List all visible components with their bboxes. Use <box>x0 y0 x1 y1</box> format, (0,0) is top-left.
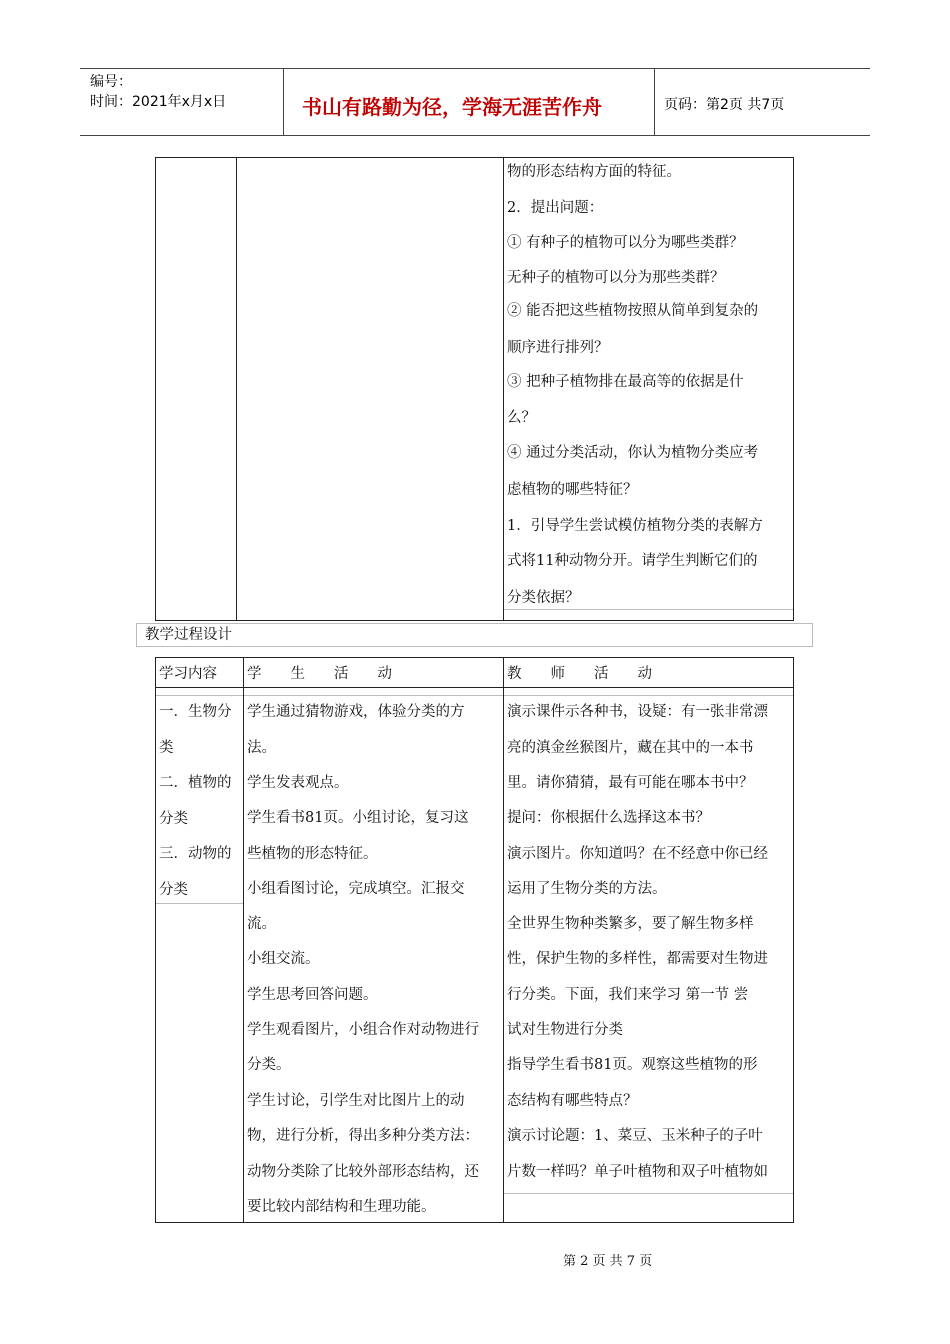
student-line: 法。 <box>247 740 276 756</box>
doc-number-label: 编号： <box>90 74 132 90</box>
content-line: 一．生物分 <box>159 704 232 720</box>
teacher-line: 全世界生物种类繁多，要了解生物多样 <box>507 916 754 932</box>
header-student-activity: 学 生 活 动 <box>247 666 392 682</box>
content-cell-rule <box>156 903 243 904</box>
page-footer: 第 2 页 共 7 页 <box>563 1254 653 1269</box>
teacher-line: 态结构有哪些特点？ <box>507 1093 638 1109</box>
teacher-line: 行分类。下面，我们来学习 第一节 尝 <box>507 987 749 1003</box>
student-line: 学生通过猜物游戏，体验分类的方 <box>247 704 465 720</box>
header-bottom-rule <box>80 135 870 136</box>
upper-teacher-line: 2．提出问题： <box>507 200 604 216</box>
student-line: 学生看书81页。小组讨论，复习这 <box>247 810 469 826</box>
header-teacher-activity: 教 师 活 动 <box>507 666 652 682</box>
upper-teacher-line: 顺序进行排列？ <box>507 340 609 356</box>
header-divider-right <box>654 68 655 136</box>
upper-teacher-line: 虑植物的哪些特征？ <box>507 482 638 498</box>
upper-teacher-line: 么？ <box>507 410 536 426</box>
upper-teacher-line: 物的形态结构方面的特征。 <box>507 164 681 180</box>
teacher-line: 提问：你根据什么选择这本书？ <box>507 810 710 826</box>
lower-table-header-rule-2 <box>156 695 793 696</box>
header-top-rule <box>80 68 870 69</box>
header-divider-left <box>283 68 284 136</box>
student-line: 小组交流。 <box>247 951 320 967</box>
upper-teacher-line: 1．引导学生尝试模仿植物分类的表解方 <box>507 518 763 534</box>
teacher-line: 演示讨论题：1、菜豆、玉米种子的子叶 <box>507 1128 763 1144</box>
section-title: 教学过程设计 <box>145 627 232 643</box>
lower-col-line-3 <box>793 657 794 1223</box>
teacher-line: 演示课件示各种书，设疑：有一张非常漂 <box>507 704 768 720</box>
lower-col-line-0 <box>155 657 156 1223</box>
teacher-line: 亮的滇金丝猴图片，藏在其中的一本书 <box>507 740 754 756</box>
doc-time-label: 时间：2021年x月x日 <box>90 94 227 110</box>
lower-col-line-1 <box>243 657 244 1223</box>
content-line: 类 <box>159 740 174 756</box>
upper-teacher-line: ④ 通过分类活动，你认为植物分类应考 <box>507 445 759 461</box>
student-line: 学生观看图片，小组合作对动物进行 <box>247 1022 479 1038</box>
content-line: 分类 <box>159 811 188 827</box>
student-line: 分类。 <box>247 1057 291 1073</box>
upper-col-line-3 <box>793 157 794 621</box>
content-line: 二．植物的 <box>159 775 232 791</box>
student-line: 物，进行分析，得出多种分类方法： <box>247 1128 479 1144</box>
section-title-box <box>136 623 813 647</box>
student-line: 些植物的形态特征。 <box>247 846 378 862</box>
upper-teacher-line: 无种子的植物可以分为那些类群？ <box>507 270 725 286</box>
upper-teacher-line: ③ 把种子植物排在最高等的依据是什 <box>507 374 744 390</box>
student-line: 流。 <box>247 916 276 932</box>
lower-table-bottom <box>155 1222 794 1223</box>
student-line: 学生发表观点。 <box>247 775 349 791</box>
upper-teacher-line: ① 有种子的植物可以分为哪些类群？ <box>507 235 744 251</box>
upper-inner-rule <box>504 609 793 610</box>
teacher-line: 片数一样吗？单子叶植物和双子叶植物如 <box>507 1164 768 1180</box>
teacher-line: 里。请你猜猜，最有可能在哪本书中？ <box>507 775 754 791</box>
upper-col-line-2 <box>503 157 504 621</box>
student-line: 要比较内部结构和生理功能。 <box>247 1199 436 1215</box>
page-info: 页码：第2页 共7页 <box>664 97 785 113</box>
content-line: 三．动物的 <box>159 846 232 862</box>
student-line: 动物分类除了比较外部形态结构，还 <box>247 1164 479 1180</box>
student-line: 学生思考回答问题。 <box>247 987 378 1003</box>
lower-table-header-rule <box>155 687 794 688</box>
teacher-cell-rule <box>504 1193 793 1194</box>
lower-table-top <box>155 657 794 658</box>
teacher-line: 指导学生看书81页。观察这些植物的形 <box>507 1057 758 1073</box>
teacher-line: 试对生物进行分类 <box>507 1022 623 1038</box>
upper-teacher-line: ② 能否把这些植物按照从简单到复杂的 <box>507 303 759 319</box>
upper-teacher-line: 式将11种动物分开。请学生判断它们的 <box>507 553 758 569</box>
student-line: 小组看图讨论，完成填空。汇报交 <box>247 881 465 897</box>
header-motto: 书山有路勤为径，学海无涯苦作舟 <box>302 95 602 119</box>
student-line: 学生讨论，引学生对比图片上的动 <box>247 1093 465 1109</box>
lower-col-line-2 <box>503 657 504 1223</box>
teacher-line: 演示图片。你知道吗？在不经意中你已经 <box>507 846 768 862</box>
upper-col-line-1 <box>236 157 237 621</box>
upper-table-top <box>155 157 794 158</box>
upper-col-line-0 <box>155 157 156 621</box>
teacher-line: 运用了生物分类的方法。 <box>507 881 667 897</box>
upper-table-bottom <box>155 620 794 621</box>
upper-teacher-line: 分类依据？ <box>507 590 580 606</box>
content-line: 分类 <box>159 882 188 898</box>
teacher-line: 性，保护生物的多样性，都需要对生物进 <box>507 951 768 967</box>
header-learning-content: 学习内容 <box>159 666 217 682</box>
